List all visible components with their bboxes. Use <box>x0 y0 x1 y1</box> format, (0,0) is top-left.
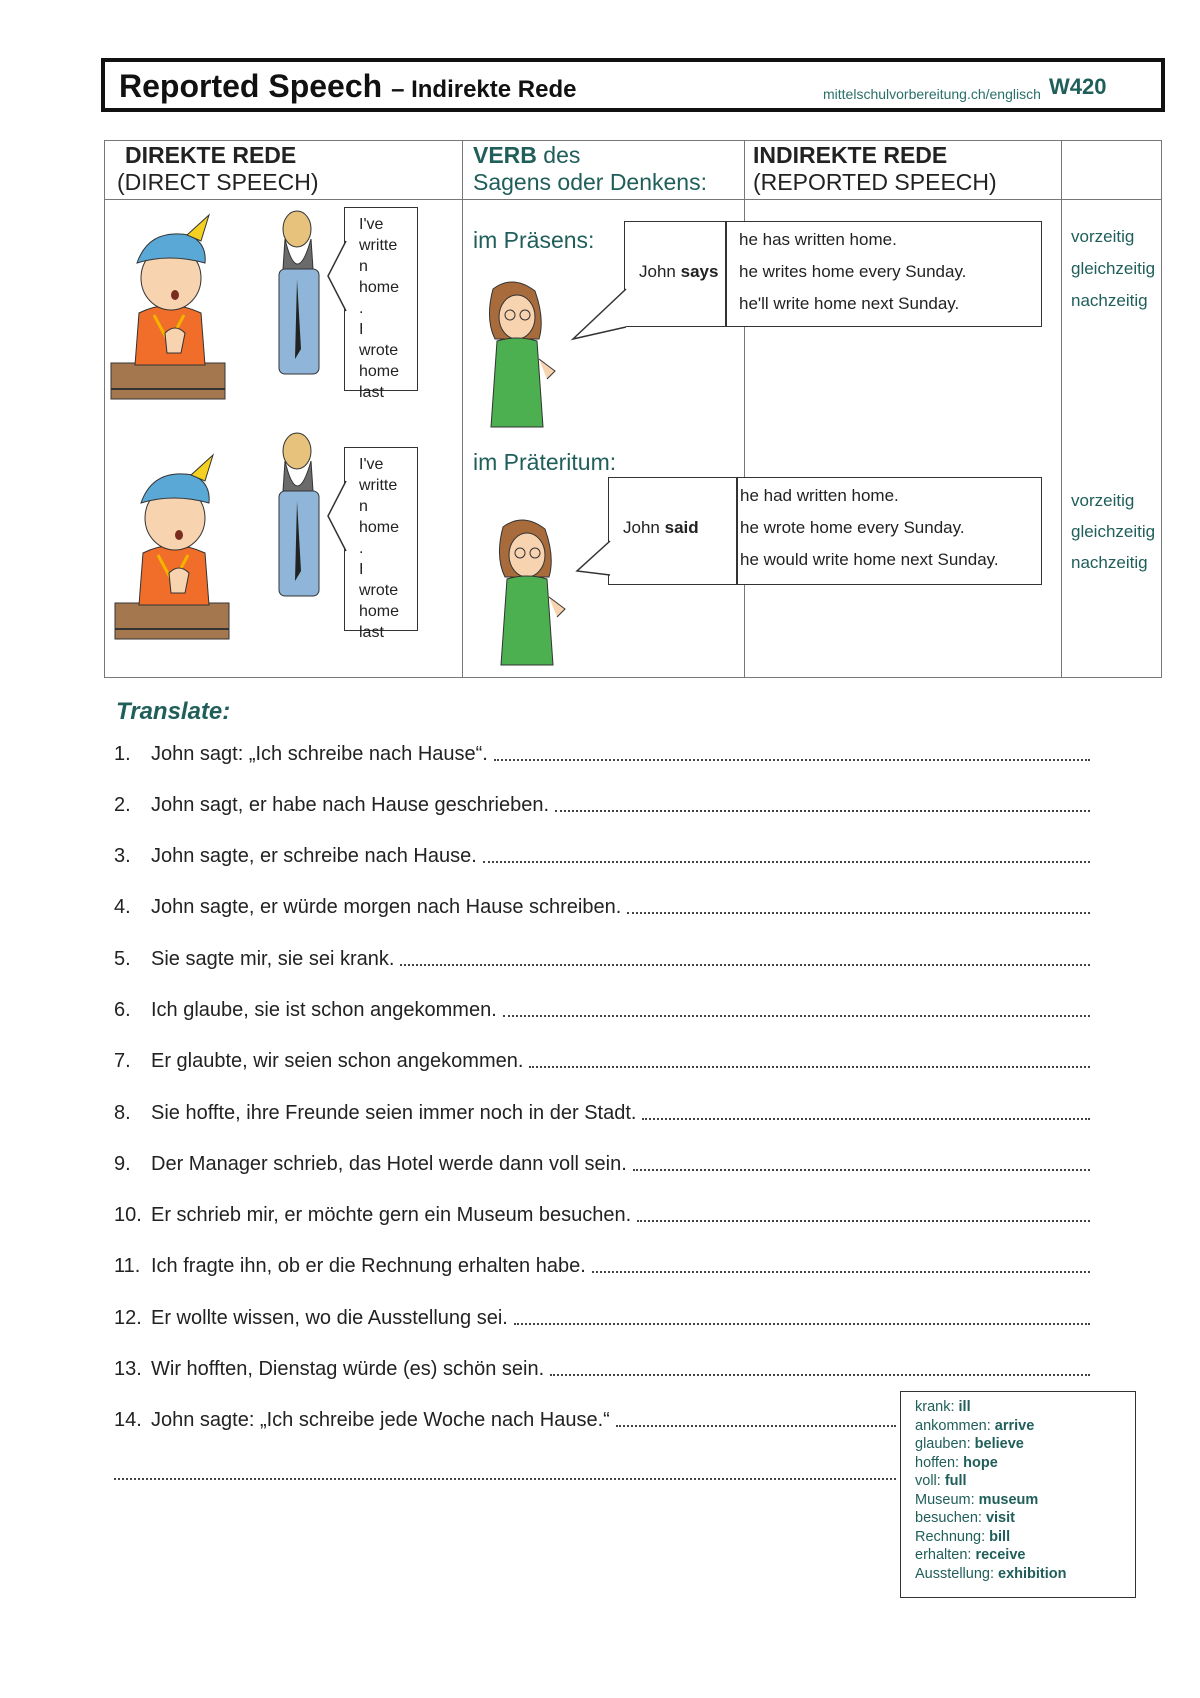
col-verb-heading <box>473 142 707 196</box>
exercise-item: 4. John sagte, er würde morgen nach Hause schreiben. <box>114 891 1090 919</box>
exercise-item: 3. John sagte, er schreibe nach Hause. <box>114 840 1090 868</box>
vocab-item: erhalten: receive <box>915 1547 1026 1563</box>
col1-title: DIREKTE REDE <box>125 142 297 168</box>
vocab-item: voll: full <box>915 1473 967 1489</box>
time-label-gleichzeitig: gleichzeitig <box>1071 259 1156 278</box>
vocab-item: hoffen: hope <box>915 1454 998 1471</box>
answer-line[interactable] <box>503 1014 1090 1017</box>
boy-speaking-illustration <box>109 203 229 403</box>
reported-speech-box-past <box>608 477 1042 585</box>
exercise-item: 14. John sagte: „Ich schreibe jede Woche nach Hause.“ <box>114 1404 896 1432</box>
site-url: mittelschulvorbereitung.ch/englisch <box>823 86 1041 102</box>
answer-line[interactable] <box>633 1168 1090 1171</box>
speech-bubble-direct-1: I've writte n home . I wrote home last <box>344 207 418 391</box>
col2-subtitle: Sagens oder Denkens: <box>473 169 707 195</box>
speaker-past: John said <box>623 518 699 537</box>
vocab-item: besuchen: visit <box>915 1510 1015 1526</box>
worksheet-header <box>101 58 1165 112</box>
past-line-anterior: he had written home. <box>740 486 899 505</box>
exercise-item: 8. Sie hoffte, ihre Freunde seien immer noch in der Stadt. <box>114 1097 1090 1125</box>
answer-line[interactable] <box>637 1219 1090 1222</box>
col3-title: INDIREKTE REDE <box>753 142 948 168</box>
present-line-anterior: he has written home. <box>739 230 897 249</box>
vocab-item: ankommen: arrive <box>915 1417 1035 1434</box>
exercise-item: 1. John sagt: „Ich schreibe nach Hause“. <box>114 738 1090 766</box>
exercise-item: 5. Sie sagte mir, sie sei krank. <box>114 943 1090 971</box>
exercise-item: 12. Er wollte wissen, wo die Ausstellung sei. <box>114 1302 1090 1330</box>
col2-title-rest: des <box>536 142 581 168</box>
answer-line[interactable] <box>483 860 1090 863</box>
answer-line-continuation[interactable] <box>114 1457 896 1485</box>
translate-heading: Translate: <box>116 698 231 725</box>
time-label-gleichzeitig-past: gleichzeitig <box>1071 522 1156 541</box>
col-direct-speech-heading <box>117 142 319 196</box>
col-reported-speech-heading <box>753 142 997 196</box>
exercise-item: 10. Er schrieb mir, er möchte gern ein Museum besuchen. <box>114 1199 1090 1227</box>
teacher-illustration-present <box>473 279 558 429</box>
col1-subtitle: (DIRECT SPEECH) <box>117 169 319 195</box>
john-portrait-illustration <box>275 209 325 379</box>
past-line-posterior: he would write home next Sunday. <box>740 550 999 569</box>
exercise-item: 11. Ich fragte ihn, ob er die Rechnung erhalten habe. <box>114 1250 1090 1278</box>
answer-line[interactable] <box>400 963 1090 966</box>
exercise-item: 9. Der Manager schrieb, das Hotel werde dann voll sein. <box>114 1148 1090 1176</box>
time-label-nachzeitig: nachzeitig <box>1071 291 1148 310</box>
tense-label-present: im Präsens: <box>473 227 595 253</box>
reported-speech-box-present <box>624 221 1042 327</box>
vocab-item: krank: ill <box>915 1399 971 1415</box>
present-line-simultaneous: he writes home every Sunday. <box>739 262 967 281</box>
page-title <box>119 68 576 105</box>
bubble-tail-present <box>571 289 627 349</box>
vocabulary-box <box>900 1391 1136 1598</box>
answer-line[interactable] <box>550 1373 1090 1376</box>
bubble-tail-2 <box>327 481 347 551</box>
tense-label-past: im Präteritum: <box>473 449 617 475</box>
title-subtitle: – Indirekte Rede <box>391 76 577 103</box>
grammar-table <box>104 140 1162 678</box>
exercise-item: 6. Ich glaube, sie ist schon angekommen. <box>114 994 1090 1022</box>
col3-subtitle: (REPORTED SPEECH) <box>753 169 997 195</box>
speech-bubble-direct-2: I've writte n home . I wrote home last <box>344 447 418 631</box>
answer-line[interactable] <box>616 1424 896 1427</box>
speaker-present: John says <box>639 262 719 281</box>
vocab-item: glauben: believe <box>915 1436 1024 1452</box>
bubble-tail-1 <box>327 241 347 311</box>
exercise-item: 13. Wir hofften, Dienstag würde (es) schön sein. <box>114 1353 1090 1381</box>
exercise-item: 7. Er glaubte, wir seien schon angekommen. <box>114 1045 1090 1073</box>
john-portrait-illustration-2 <box>275 431 325 601</box>
answer-line[interactable] <box>592 1270 1090 1273</box>
vocab-item: Museum: museum <box>915 1491 1039 1508</box>
answer-line[interactable] <box>514 1322 1090 1325</box>
answer-line[interactable] <box>494 758 1090 761</box>
time-label-vorzeitig: vorzeitig <box>1071 227 1135 246</box>
title-main: Reported Speech <box>119 68 383 104</box>
teacher-illustration-past <box>483 517 568 667</box>
col2-title-bold: VERB <box>473 142 537 168</box>
worksheet-code: W420 <box>1049 74 1107 99</box>
past-line-simultaneous: he wrote home every Sunday. <box>740 518 965 537</box>
answer-line[interactable] <box>642 1117 1090 1120</box>
answer-line[interactable] <box>555 809 1090 812</box>
present-line-posterior: he'll write home next Sunday. <box>739 294 960 313</box>
exercise-item: 2. John sagt, er habe nach Hause geschrieben. <box>114 789 1090 817</box>
vocab-item: Rechnung: bill <box>915 1528 1011 1545</box>
time-label-vorzeitig-past: vorzeitig <box>1071 491 1135 510</box>
answer-line[interactable] <box>529 1065 1090 1068</box>
bubble-tail-past <box>575 541 611 581</box>
time-label-nachzeitig-past: nachzeitig <box>1071 553 1148 572</box>
vocab-item: Ausstellung: exhibition <box>915 1565 1067 1582</box>
boy-speaking-illustration-2 <box>113 443 233 643</box>
answer-line[interactable] <box>627 911 1090 914</box>
